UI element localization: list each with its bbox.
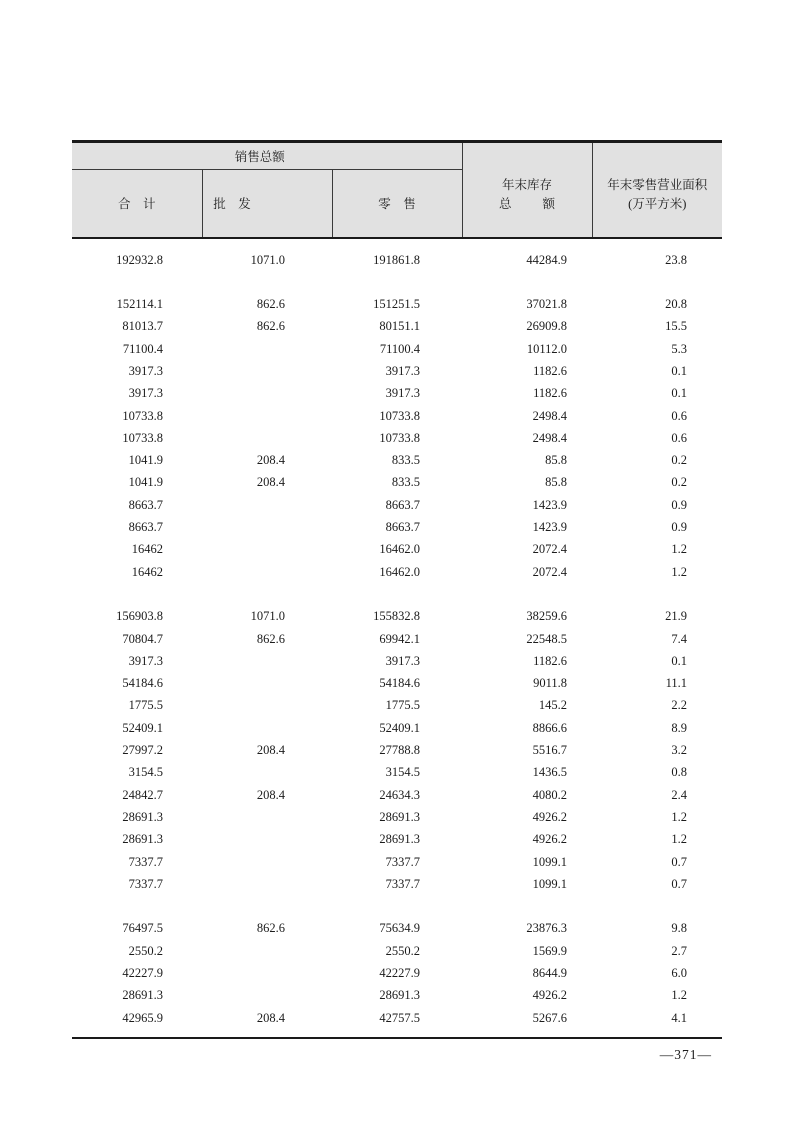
- spacer-cell: [72, 583, 722, 605]
- cell-retail: 191861.8: [373, 252, 421, 267]
- cell-total: 7337.7: [128, 854, 163, 869]
- cell-wholesale: 1071.0: [250, 609, 285, 624]
- cell-total: 24842.7: [122, 787, 163, 802]
- cell-retail: 1775.5: [385, 698, 421, 713]
- cell-retail: 3154.5: [385, 765, 421, 780]
- cell-wholesale: [202, 851, 332, 873]
- cell-area: 1.2: [671, 832, 688, 847]
- cell-inventory: 85.8: [545, 453, 568, 468]
- body-top-padding: [72, 238, 722, 249]
- cell-retail: 833.5: [391, 475, 421, 490]
- cell-total: 70804.7: [122, 631, 163, 646]
- cell-total: 52409.1: [122, 720, 163, 735]
- table-row: [72, 605, 722, 627]
- cell-total: 28691.3: [122, 988, 163, 1003]
- header-group-row: [72, 142, 722, 170]
- table-row: [72, 405, 722, 427]
- cell-area: 8.9: [671, 720, 688, 735]
- cell-wholesale: [202, 940, 332, 962]
- spacer-cell: [72, 895, 722, 917]
- cell-wholesale: 208.4: [256, 475, 285, 490]
- cell-area: 4.1: [671, 1010, 688, 1025]
- cell-total: 8663.7: [128, 497, 163, 512]
- table-row: [72, 784, 722, 806]
- cell-wholesale: 862.6: [256, 921, 285, 936]
- cell-wholesale: 862.6: [256, 297, 285, 312]
- cell-inventory: 4926.2: [532, 988, 568, 1003]
- cell-total: 3917.3: [128, 653, 163, 668]
- cell-area: 0.9: [671, 497, 688, 512]
- table-row: [72, 494, 722, 516]
- header-total: 合 计: [72, 170, 202, 238]
- table-row: [72, 694, 722, 716]
- header-wholesale: 批 发: [202, 170, 332, 238]
- cell-wholesale: [202, 405, 332, 427]
- cell-wholesale: [202, 984, 332, 1006]
- cell-wholesale: 208.4: [256, 1010, 285, 1025]
- table-row: [72, 917, 722, 939]
- table-row: [72, 471, 722, 493]
- cell-retail: 80151.1: [379, 319, 421, 334]
- cell-inventory: 1182.6: [533, 653, 568, 668]
- cell-total: 10733.8: [122, 430, 163, 445]
- cell-retail: 69942.1: [379, 631, 421, 646]
- table-row: [72, 449, 722, 471]
- table-header: [72, 142, 722, 238]
- cell-total: 1775.5: [128, 698, 163, 713]
- cell-area: 1.2: [671, 988, 688, 1003]
- cell-retail: 27788.8: [379, 743, 421, 758]
- cell-area: 0.1: [671, 386, 688, 401]
- table-row: [72, 1007, 722, 1029]
- table-row: [72, 293, 722, 315]
- cell-retail: 42227.9: [379, 966, 421, 980]
- cell-total: 3917.3: [128, 386, 163, 401]
- cell-retail: 7337.7: [385, 876, 421, 891]
- cell-wholesale: 862.6: [256, 631, 285, 646]
- cell-retail: 42757.5: [379, 1010, 421, 1025]
- cell-inventory: 1099.1: [532, 854, 568, 869]
- header-inventory-line1: 年末库存: [502, 177, 553, 192]
- cell-area: 0.7: [671, 876, 688, 891]
- cell-inventory: 5516.7: [532, 743, 568, 758]
- cell-area: 6.0: [671, 966, 688, 980]
- cell-total: 152114.1: [116, 297, 163, 312]
- cell-total: 1041.9: [128, 453, 163, 468]
- cell-inventory: 85.8: [545, 475, 568, 490]
- table-row: [72, 962, 722, 984]
- cell-inventory: 37021.8: [526, 297, 568, 312]
- cell-wholesale: [202, 694, 332, 716]
- table-row: [72, 538, 722, 560]
- cell-total: 2550.2: [128, 943, 163, 958]
- cell-area: 1.2: [671, 809, 688, 824]
- cell-area: 7.4: [671, 631, 688, 646]
- header-sales-group: 销售总额: [72, 142, 462, 170]
- cell-inventory: 1099.1: [532, 876, 568, 891]
- table-row: [72, 761, 722, 783]
- header-retail-area: [592, 142, 722, 238]
- cell-retail: 54184.6: [379, 676, 421, 691]
- cell-wholesale: [202, 360, 332, 382]
- cell-retail: 3917.3: [385, 386, 421, 401]
- blank-separator-row: [72, 583, 722, 605]
- cell-inventory: 2072.4: [532, 564, 568, 579]
- cell-inventory: 4926.2: [532, 809, 568, 824]
- cell-wholesale: [202, 650, 332, 672]
- blank-separator-row: [72, 895, 722, 917]
- cell-area: 20.8: [665, 297, 688, 312]
- cell-area: 0.9: [671, 520, 688, 535]
- cell-retail: 10733.8: [379, 430, 421, 445]
- spacer-cell: [72, 1029, 722, 1038]
- cell-inventory: 2498.4: [532, 430, 568, 445]
- cell-inventory: 26909.8: [526, 319, 568, 334]
- table-row: [72, 873, 722, 895]
- cell-retail: 833.5: [391, 453, 421, 468]
- cell-retail: 7337.7: [385, 854, 421, 869]
- header-inventory-line2: [499, 195, 555, 214]
- cell-area: 0.1: [671, 653, 688, 668]
- cell-area: 11.1: [665, 676, 688, 691]
- cell-inventory: 4926.2: [532, 832, 568, 847]
- cell-total: 28691.3: [122, 809, 163, 824]
- cell-total: 28691.3: [122, 832, 163, 847]
- cell-inventory: 1436.5: [532, 765, 568, 780]
- cell-inventory: 8644.9: [532, 966, 568, 980]
- cell-wholesale: [202, 338, 332, 360]
- cell-area: 0.7: [671, 854, 688, 869]
- cell-area: 1.2: [671, 542, 688, 557]
- cell-retail: 16462.0: [379, 564, 421, 579]
- table-row: [72, 672, 722, 694]
- cell-area: 5.3: [671, 341, 688, 356]
- cell-inventory: 1569.9: [532, 943, 568, 958]
- cell-inventory: 23876.3: [526, 921, 568, 936]
- cell-inventory: 22548.5: [526, 631, 568, 646]
- cell-wholesale: 208.4: [256, 743, 285, 758]
- cell-inventory: 1423.9: [532, 520, 568, 535]
- cell-retail: 28691.3: [379, 809, 421, 824]
- cell-retail: 24634.3: [379, 787, 421, 802]
- cell-total: 156903.8: [116, 609, 163, 624]
- cell-wholesale: [202, 538, 332, 560]
- cell-area: 2.4: [671, 787, 688, 802]
- cell-inventory: 2072.4: [532, 542, 568, 557]
- cell-total: 7337.7: [128, 876, 163, 891]
- cell-total: 81013.7: [122, 319, 163, 334]
- table-row: [72, 828, 722, 850]
- table-row: [72, 984, 722, 1006]
- cell-area: 3.2: [671, 743, 688, 758]
- cell-wholesale: 862.6: [256, 319, 285, 334]
- cell-area: 0.2: [671, 453, 688, 468]
- table-row: [72, 360, 722, 382]
- cell-inventory: 10112.0: [526, 341, 568, 356]
- cell-wholesale: [202, 561, 332, 583]
- cell-area: 1.2: [671, 564, 688, 579]
- cell-inventory: 145.2: [538, 698, 568, 713]
- cell-area: 2.2: [671, 698, 688, 713]
- cell-inventory: 2498.4: [532, 408, 568, 423]
- header-retail-area-line1: 年末零售营业面积: [607, 177, 708, 192]
- cell-total: 16462: [131, 542, 163, 557]
- cell-total: 54184.6: [122, 676, 163, 691]
- cell-wholesale: [202, 806, 332, 828]
- cell-wholesale: [202, 717, 332, 739]
- cell-area: 21.9: [665, 609, 688, 624]
- cell-retail: 28691.3: [379, 988, 421, 1003]
- cell-wholesale: 1071.0: [250, 252, 285, 267]
- table-row: [72, 338, 722, 360]
- cell-total: 71100.4: [122, 341, 163, 356]
- cell-retail: 8663.7: [385, 497, 421, 512]
- cell-wholesale: [202, 516, 332, 538]
- cell-area: 2.7: [671, 943, 688, 958]
- cell-retail: 28691.3: [379, 832, 421, 847]
- header-inventory-line2-left: 总: [499, 196, 512, 211]
- body-bottom-padding: [72, 1029, 722, 1038]
- table-row: [72, 427, 722, 449]
- cell-wholesale: [202, 382, 332, 404]
- cell-wholesale: 208.4: [256, 453, 285, 468]
- cell-total: 16462: [131, 564, 163, 579]
- header-retail-area-line2: (万平方米): [628, 196, 687, 211]
- cell-retail: 10733.8: [379, 408, 421, 423]
- cell-area: 0.6: [671, 408, 688, 423]
- cell-total: 42965.9: [122, 1010, 163, 1025]
- page-number: —371—: [659, 1047, 712, 1062]
- cell-inventory: 9011.8: [533, 676, 568, 691]
- blank-separator-row: [72, 271, 722, 293]
- header-inventory-line2-right: 额: [542, 196, 556, 211]
- table-row: [72, 628, 722, 650]
- cell-total: 8663.7: [128, 520, 163, 535]
- cell-area: 0.1: [671, 363, 688, 378]
- cell-inventory: 8866.6: [532, 720, 568, 735]
- cell-area: 9.8: [671, 921, 688, 936]
- spacer-cell: [72, 238, 722, 249]
- cell-inventory: 1423.9: [532, 497, 568, 512]
- table-row: [72, 249, 722, 271]
- cell-total: 3154.5: [128, 765, 163, 780]
- cell-retail: 3917.3: [385, 363, 421, 378]
- cell-wholesale: [202, 761, 332, 783]
- cell-area: 0.2: [671, 475, 688, 490]
- cell-area: 0.6: [671, 430, 688, 445]
- cell-retail: 3917.3: [385, 653, 421, 668]
- cell-total: 1041.9: [128, 475, 163, 490]
- statistics-table-region: [72, 140, 722, 1039]
- table-row: [72, 940, 722, 962]
- table-row: [72, 315, 722, 337]
- table-body: [72, 238, 722, 1038]
- cell-wholesale: [202, 828, 332, 850]
- table-row: [72, 851, 722, 873]
- cell-area: 15.5: [665, 319, 688, 334]
- table-row: [72, 561, 722, 583]
- cell-total: 42227.9: [122, 966, 163, 980]
- cell-total: 10733.8: [122, 408, 163, 423]
- table-row: [72, 516, 722, 538]
- cell-inventory: 1182.6: [533, 363, 568, 378]
- cell-retail: 16462.0: [379, 542, 421, 557]
- cell-area: 23.8: [665, 252, 688, 267]
- table-row: [72, 739, 722, 761]
- cell-wholesale: [202, 494, 332, 516]
- header-retail: 零 售: [332, 170, 462, 238]
- spacer-cell: [72, 271, 722, 293]
- table-row: [72, 382, 722, 404]
- cell-retail: 75634.9: [379, 921, 421, 936]
- cell-inventory: 38259.6: [526, 609, 568, 624]
- cell-inventory: 1182.6: [533, 386, 568, 401]
- cell-inventory: 5267.6: [532, 1010, 568, 1025]
- cell-retail: 2550.2: [385, 943, 421, 958]
- cell-wholesale: [202, 427, 332, 449]
- cell-retail: 151251.5: [373, 297, 421, 312]
- cell-total: 3917.3: [128, 363, 163, 378]
- cell-wholesale: [202, 873, 332, 895]
- cell-total: 192932.8: [116, 252, 163, 267]
- table-row: [72, 650, 722, 672]
- cell-inventory: 4080.2: [532, 787, 568, 802]
- table-row: [72, 717, 722, 739]
- cell-area: 0.8: [671, 765, 688, 780]
- cell-wholesale: [202, 962, 332, 984]
- table-row: [72, 806, 722, 828]
- cell-total: 27997.2: [122, 743, 163, 758]
- cell-total: 76497.5: [122, 921, 163, 936]
- header-inventory: [462, 142, 592, 238]
- cell-retail: 155832.8: [373, 609, 421, 624]
- cell-wholesale: 208.4: [256, 787, 285, 802]
- cell-retail: 52409.1: [379, 720, 421, 735]
- cell-inventory: 44284.9: [526, 252, 568, 267]
- cell-wholesale: [202, 672, 332, 694]
- cell-retail: 71100.4: [379, 341, 421, 356]
- statistics-table: [72, 140, 722, 1039]
- cell-retail: 8663.7: [385, 520, 421, 535]
